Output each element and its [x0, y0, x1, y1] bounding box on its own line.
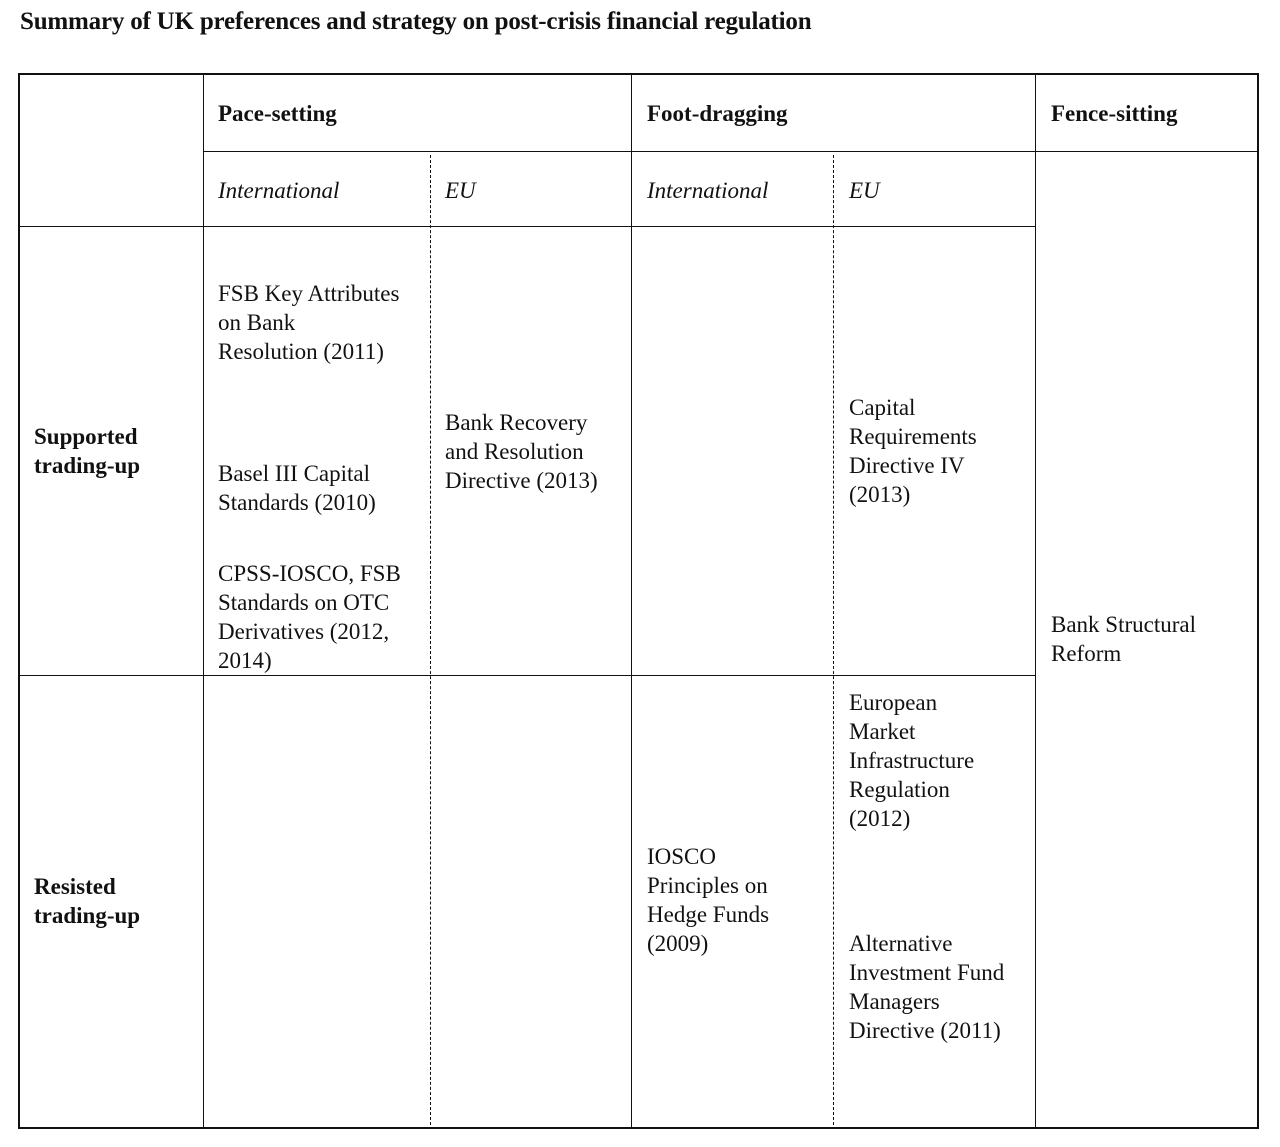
dashed-rule-pace-setting: [430, 155, 431, 1125]
entry-line: Directive IV: [849, 453, 965, 478]
entry-line: 2014): [218, 648, 272, 673]
entry-line: Investment Fund: [849, 960, 1005, 985]
rule-after-row-labels: [203, 73, 204, 1127]
entry-line: (2013): [849, 482, 911, 507]
header-pace-setting: Pace-setting: [218, 101, 337, 126]
entry-cpss-iosco: [218, 559, 401, 675]
table-title: Summary of UK preferences and strategy on post-crisis financial regulation: [20, 8, 812, 35]
entry-line: Alternative: [849, 931, 953, 956]
entry-line: Capital: [849, 395, 916, 420]
entry-line: and Resolution: [445, 439, 584, 464]
entry-line: Basel III Capital: [218, 461, 371, 486]
entry-line: Reform: [1051, 641, 1122, 666]
entry-line: Bank Recovery: [445, 410, 588, 435]
entry-line: Managers: [849, 989, 940, 1014]
row-label-resisted-line: trading-up: [34, 903, 141, 928]
row-label-supported-line: trading-up: [34, 453, 141, 478]
rule-below-sub-headers: [18, 226, 1036, 227]
entry-line: Resolution (2011): [218, 339, 384, 364]
entry-line: Standards (2010): [218, 490, 376, 515]
entry-line: on Bank: [218, 310, 296, 335]
entry-line: Regulation: [849, 777, 950, 802]
row-label-resisted-line: Resisted: [34, 874, 116, 899]
entry-line: Bank Structural: [1051, 612, 1196, 637]
entry-line: European: [849, 690, 938, 715]
entry-line: FSB Key Attributes: [218, 281, 400, 306]
subheader-pace-eu: EU: [445, 178, 476, 203]
row-label-supported: [34, 422, 140, 480]
rule-after-foot-dragging: [1035, 73, 1036, 1127]
entry-crd-iv: [849, 393, 977, 509]
entry-line: Directive (2011): [849, 1018, 1001, 1043]
entry-fsb-key-attributes: [218, 279, 399, 366]
entry-aifmd: [849, 929, 1004, 1045]
subheader-foot-eu: EU: [849, 178, 880, 203]
row-label-resisted: [34, 872, 140, 930]
header-fence-sitting: Fence-sitting: [1051, 101, 1178, 126]
entry-line: CPSS-IOSCO, FSB: [218, 561, 401, 586]
entry-line: Market: [849, 719, 916, 744]
rule-after-pace-setting: [631, 73, 632, 1127]
entry-line: Derivatives (2012,: [218, 619, 390, 644]
entry-line: IOSCO: [647, 844, 717, 869]
rule-below-main-headers: [204, 151, 1257, 152]
entry-iosco-hedge-funds: [647, 842, 769, 958]
header-foot-dragging: Foot-dragging: [647, 101, 788, 126]
entry-line: Directive (2013): [445, 468, 598, 493]
dashed-rule-foot-dragging: [833, 155, 834, 1125]
entry-line: Requirements: [849, 424, 977, 449]
rule-between-rows: [18, 675, 1036, 676]
subheader-pace-international: International: [218, 178, 340, 203]
entry-basel-iii: [218, 459, 376, 517]
entry-bank-recovery-directive: [445, 408, 598, 495]
entry-line: Standards on OTC: [218, 590, 390, 615]
entry-line: (2009): [647, 931, 709, 956]
entry-line: Principles on: [647, 873, 768, 898]
subheader-foot-international: International: [647, 178, 769, 203]
entry-line: Infrastructure: [849, 748, 975, 773]
entry-line: (2012): [849, 806, 911, 831]
entry-line: Hedge Funds: [647, 902, 770, 927]
row-label-supported-line: Supported: [34, 424, 138, 449]
summary-table: [18, 73, 1259, 1129]
entry-bank-structural-reform: [1051, 610, 1196, 668]
entry-emir: [849, 688, 974, 833]
